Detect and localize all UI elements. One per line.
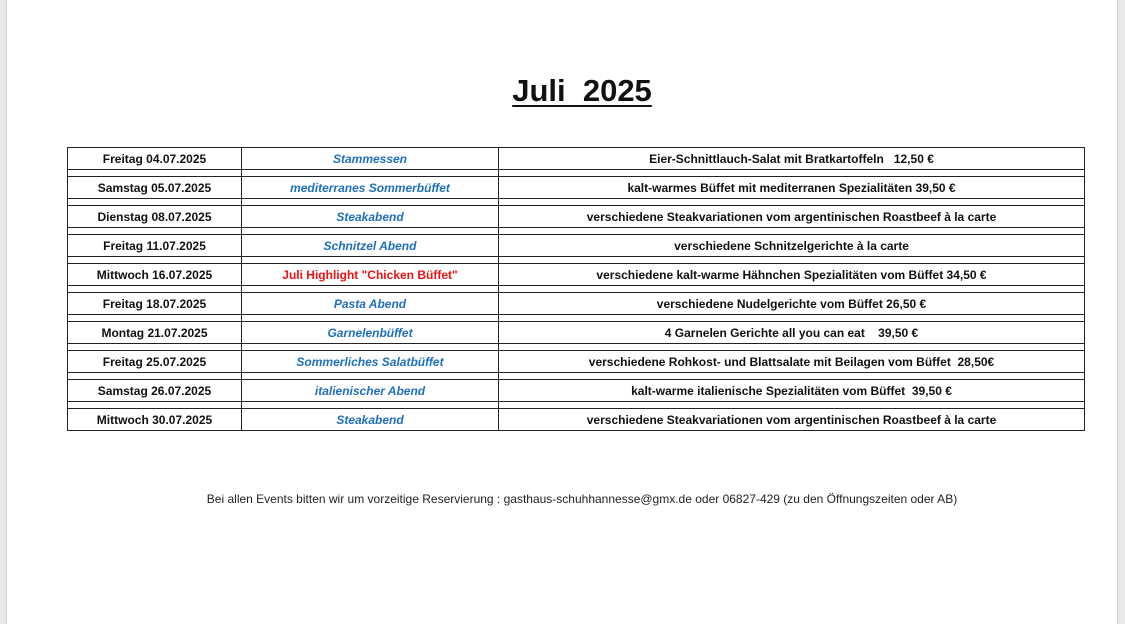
event-date: Freitag 04.07.2025 [68, 148, 242, 170]
spacer-cell [499, 170, 1085, 177]
spacer-row [68, 257, 1085, 264]
spacer-cell [242, 373, 499, 380]
event-row [68, 322, 1085, 344]
event-row [68, 177, 1085, 199]
event-description: verschiedene Rohkost- und Blattsalate mit Beilagen vom Büffet 28,50€ [499, 351, 1085, 373]
spacer-cell [499, 199, 1085, 206]
spacer-cell [68, 402, 242, 409]
spacer-cell [68, 228, 242, 235]
spacer-cell [242, 170, 499, 177]
event-date: Mittwoch 16.07.2025 [68, 264, 242, 286]
spacer-cell [242, 344, 499, 351]
event-description: verschiedene Steakvariationen vom argentinischen Roastbeef à la carte [499, 206, 1085, 228]
event-description: Eier-Schnittlauch-Salat mit Bratkartoffeln 12,50 € [499, 148, 1085, 170]
spacer-row [68, 170, 1085, 177]
event-row [68, 206, 1085, 228]
spacer-cell [242, 228, 499, 235]
spacer-row [68, 315, 1085, 322]
spacer-cell [242, 315, 499, 322]
event-name: Schnitzel Abend [242, 235, 499, 257]
event-description: verschiedene Steakvariationen vom argentinischen Roastbeef à la carte [499, 409, 1085, 431]
spacer-cell [68, 170, 242, 177]
reservation-note: Bei allen Events bitten wir um vorzeitige Reservierung : gasthaus-schuhhannesse@gmx.de oder 06827-429 (zu den Öffnungszeiten oder AB) [206, 492, 958, 506]
page-title-text: Juli 2025 [512, 73, 652, 108]
spacer-row [68, 228, 1085, 235]
spacer-cell [499, 257, 1085, 264]
spacer-cell [68, 199, 242, 206]
event-name: Garnelenbüffet [242, 322, 499, 344]
spacer-cell [499, 315, 1085, 322]
event-name: Pasta Abend [242, 293, 499, 315]
event-description: kalt-warmes Büffet mit mediterranen Spezialitäten 39,50 € [499, 177, 1085, 199]
spacer-cell [499, 228, 1085, 235]
event-name-highlight: Juli Highlight "Chicken Büffet" [242, 264, 499, 286]
spacer-cell [242, 257, 499, 264]
event-row [68, 235, 1085, 257]
spacer-cell [499, 286, 1085, 293]
event-name: Steakabend [242, 206, 499, 228]
spacer-cell [242, 199, 499, 206]
event-description: kalt-warme italienische Spezialitäten vom Büffet 39,50 € [499, 380, 1085, 402]
event-name: Stammessen [242, 148, 499, 170]
event-row [68, 380, 1085, 402]
spacer-row [68, 344, 1085, 351]
page-title [7, 73, 1125, 109]
event-date: Freitag 18.07.2025 [68, 293, 242, 315]
event-description: verschiedene Schnitzelgerichte à la carte [499, 235, 1085, 257]
spacer-cell [68, 344, 242, 351]
spacer-row [68, 402, 1085, 409]
spacer-cell [68, 286, 242, 293]
spacer-row [68, 373, 1085, 380]
spacer-cell [499, 344, 1085, 351]
events-table-body [68, 148, 1085, 431]
spacer-cell [68, 315, 242, 322]
spacer-row [68, 199, 1085, 206]
events-table [67, 147, 1085, 431]
spacer-cell [499, 373, 1085, 380]
document-page [7, 0, 1117, 624]
event-row [68, 148, 1085, 170]
event-date: Samstag 26.07.2025 [68, 380, 242, 402]
event-date: Samstag 05.07.2025 [68, 177, 242, 199]
event-description: verschiedene kalt-warme Hähnchen Spezialitäten vom Büffet 34,50 € [499, 264, 1085, 286]
event-date: Mittwoch 30.07.2025 [68, 409, 242, 431]
spacer-row [68, 286, 1085, 293]
event-description: verschiedene Nudelgerichte vom Büffet 26,50 € [499, 293, 1085, 315]
event-name: italienischer Abend [242, 380, 499, 402]
event-date: Montag 21.07.2025 [68, 322, 242, 344]
event-name: Steakabend [242, 409, 499, 431]
event-row [68, 293, 1085, 315]
event-name: mediterranes Sommerbüffet [242, 177, 499, 199]
event-row [68, 264, 1085, 286]
event-description: 4 Garnelen Gerichte all you can eat 39,50 € [499, 322, 1085, 344]
event-date: Dienstag 08.07.2025 [68, 206, 242, 228]
event-date: Freitag 25.07.2025 [68, 351, 242, 373]
event-name: Sommerliches Salatbüffet [242, 351, 499, 373]
spacer-cell [242, 402, 499, 409]
event-date: Freitag 11.07.2025 [68, 235, 242, 257]
spacer-cell [242, 286, 499, 293]
spacer-cell [499, 402, 1085, 409]
spacer-cell [68, 373, 242, 380]
event-row [68, 351, 1085, 373]
event-row [68, 409, 1085, 431]
spacer-cell [68, 257, 242, 264]
